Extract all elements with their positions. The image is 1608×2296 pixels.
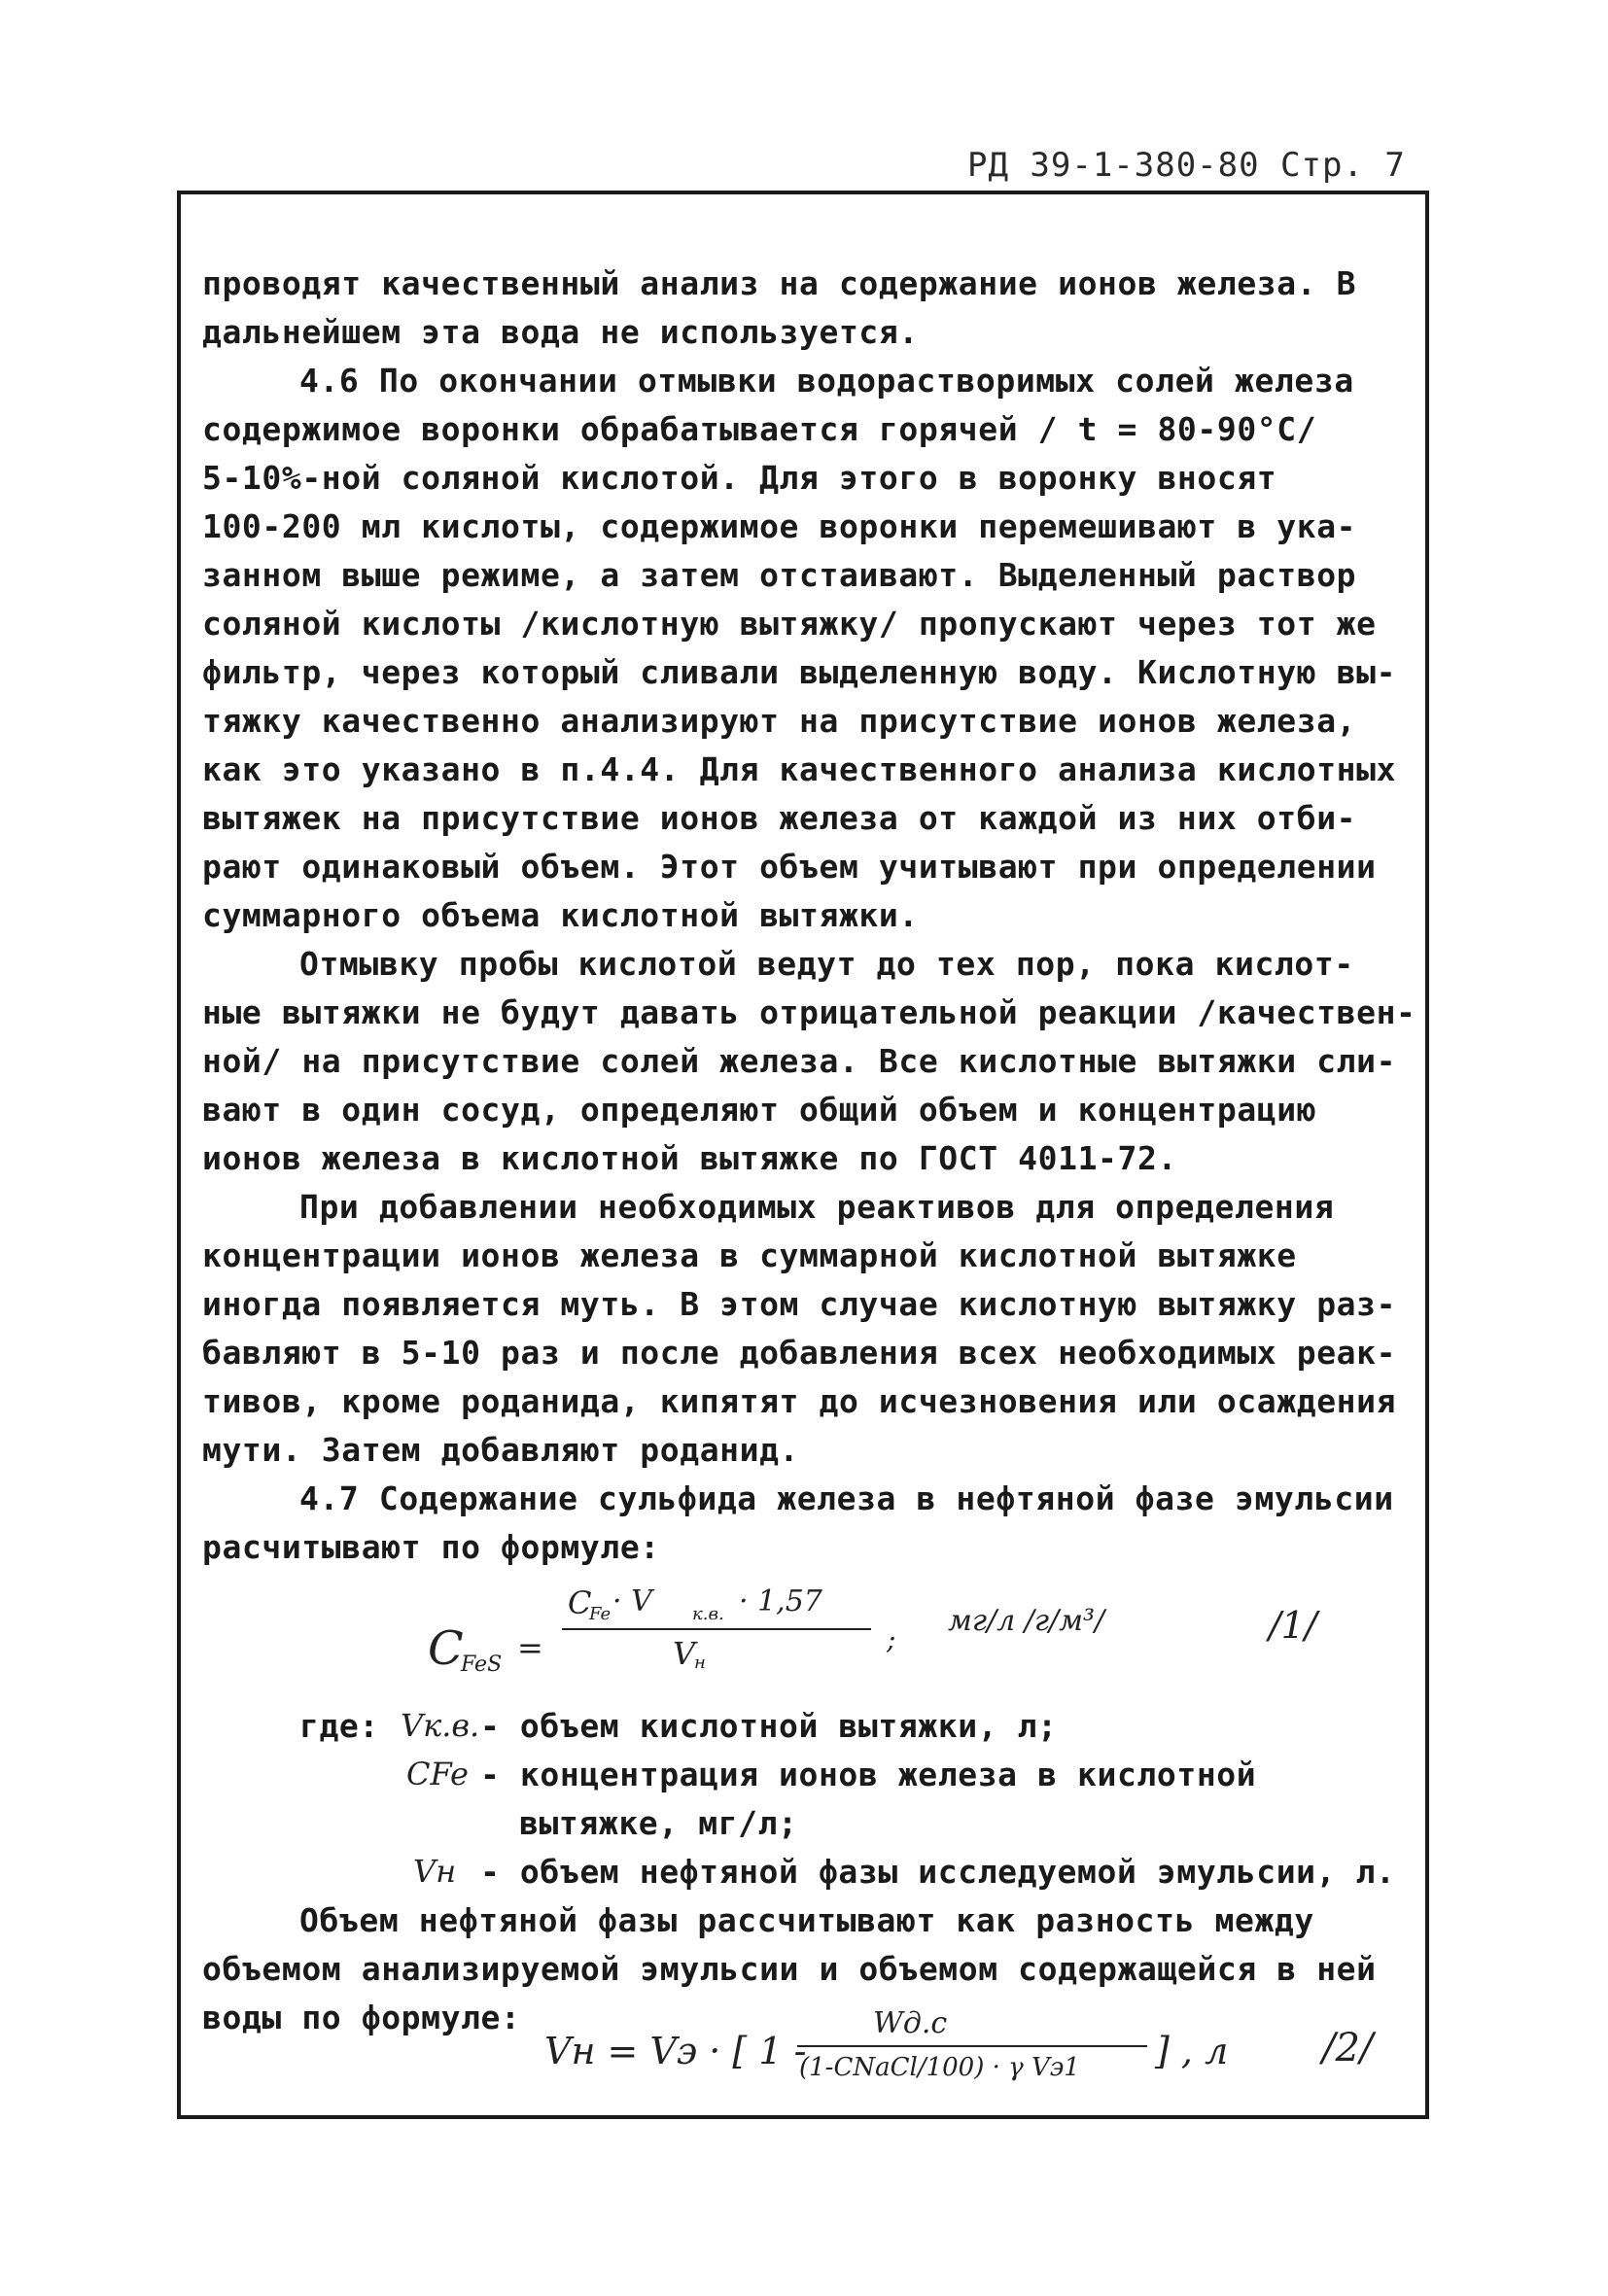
formula1-number: /1/ [1269, 1604, 1317, 1647]
body-line-11: как это указано в п.4.4. Для качественного анализа кислотных [202, 750, 1397, 788]
body-line-6: 100-200 мл кислоты, содержимое воронки перемешивают в ука- [202, 507, 1357, 545]
legend-symbol-3: Vн [413, 1853, 457, 1890]
body-line-27: расчитывают по формуле: [202, 1528, 660, 1566]
tail-line-2: объемом анализируемой эмульсии и объемом содержащейся в ней [202, 1950, 1377, 1988]
body-line-20: При добавлении необходимых реактивов для определения [299, 1188, 1335, 1226]
formula2-denominator: (1-CNaCl/100) · γ Vэ1 [799, 2053, 1080, 2082]
legend-symbol-1: Vк.в. [401, 1707, 480, 1744]
body-line-22: иногда появляется муть. В этом случае кислотную вытяжку раз- [202, 1285, 1397, 1323]
formula2-number: /2/ [1322, 2026, 1374, 2070]
formula1-lhs-sub: FeS [461, 1652, 503, 1677]
body-line-10: тяжку качественно анализируют на присутствие ионов железа, [202, 702, 1357, 740]
formula1-equals: = [517, 1629, 543, 1666]
legend-text-3: - объем нефтяной фазы исследуемой эмульсии, л. [480, 1853, 1396, 1891]
formula2-lhs: Vн = Vэ · [ 1 - [544, 2030, 807, 2072]
formula2-fraction-bar [797, 2045, 1147, 2047]
formula1-den-sub: н [694, 1652, 706, 1673]
formula1-den: V [673, 1635, 696, 1672]
body-line-1: проводят качественный анализ на содержание ионов железа. В [202, 264, 1357, 302]
body-line-26: 4.7 Содержание сульфида железа в нефтяной фазе эмульсии [299, 1479, 1394, 1517]
body-line-17: ной/ на присутствие солей железа. Все кислотные вытяжки сли- [202, 1042, 1397, 1080]
body-line-2: дальнейшем эта вода не используется. [202, 313, 919, 351]
body-line-16: ные вытяжки не будут давать отрицательной реакции /качествен- [202, 993, 1416, 1031]
body-line-18: вают в один сосуд, определяют общий объем и концентрацию [202, 1091, 1317, 1129]
legend-text-2b: вытяжке, мг/л; [519, 1804, 798, 1842]
formula1-semicolon: ; [887, 1623, 896, 1655]
formula1-units: мг/л /г/м³/ [948, 1604, 1105, 1638]
page-header: РД 39-1-380-80 Стр. 7 [967, 146, 1406, 185]
body-line-7: занном выше режиме, а затем отстаивают. Выделенный раствор [202, 556, 1357, 594]
formula1-fraction-bar [562, 1628, 871, 1630]
body-line-25: мути. Затем добавляют роданид. [202, 1431, 800, 1469]
body-line-8: соляной кислоты /кислотную вытяжку/ пропускают через тот же [202, 605, 1377, 643]
legend-text-1: - объем кислотной вытяжки, л; [480, 1707, 1058, 1745]
tail-line-1: Объем нефтяной фазы рассчитывают как разность между [299, 1901, 1314, 1939]
formula2-numerator: Wд.с [873, 2006, 948, 2040]
legend-where: где: [299, 1707, 379, 1745]
formula1-num-mid: · V [612, 1584, 652, 1618]
body-line-13: рают одинаковый объем. Этот объем учитывают при определении [202, 848, 1377, 886]
formula1-num-sub1: Fe [589, 1604, 612, 1624]
legend-symbol-2: CFe [406, 1756, 469, 1792]
formula2-close: ] , л [1155, 2030, 1229, 2072]
body-line-5: 5-10%-ной соляной кислотой. Для этого в воронку вносят [202, 459, 1277, 497]
formula1-lhs: C [428, 1621, 464, 1676]
formula1-num-sub2: к.в. [692, 1604, 724, 1624]
body-line-4: содержимое воронки обрабатывается горячей / t = 80-90°C/ [202, 410, 1317, 448]
body-line-19: ионов железа в кислотной вытяжке по ГОСТ 4011-72. [202, 1139, 1177, 1177]
formula1-num-c: C [568, 1584, 592, 1621]
legend-text-2: - концентрация ионов железа в кислотной [480, 1756, 1257, 1793]
body-line-12: вытяжек на присутствие ионов железа от каждой из них отби- [202, 799, 1357, 837]
body-line-21: концентрации ионов железа в суммарной кислотной вытяжке [202, 1236, 1297, 1274]
body-line-23: бавляют в 5-10 раз и после добавления всех необходимых реак- [202, 1334, 1397, 1372]
tail-line-3: воды по формуле: [202, 1999, 521, 2036]
body-line-3: 4.6 По окончании отмывки водорастворимых солей железа [299, 362, 1354, 400]
body-line-15: Отмывку пробы кислотой ведут до тех пор, пока кислот- [299, 945, 1354, 983]
body-line-14: суммарного объема кислотной вытяжки. [202, 896, 919, 934]
body-line-24: тивов, кроме роданида, кипятят до исчезновения или осаждения [202, 1382, 1397, 1420]
formula1-num-tail: · 1,57 [739, 1584, 822, 1618]
body-line-9: фильтр, через который сливали выделенную воду. Кислотную вы- [202, 653, 1397, 691]
